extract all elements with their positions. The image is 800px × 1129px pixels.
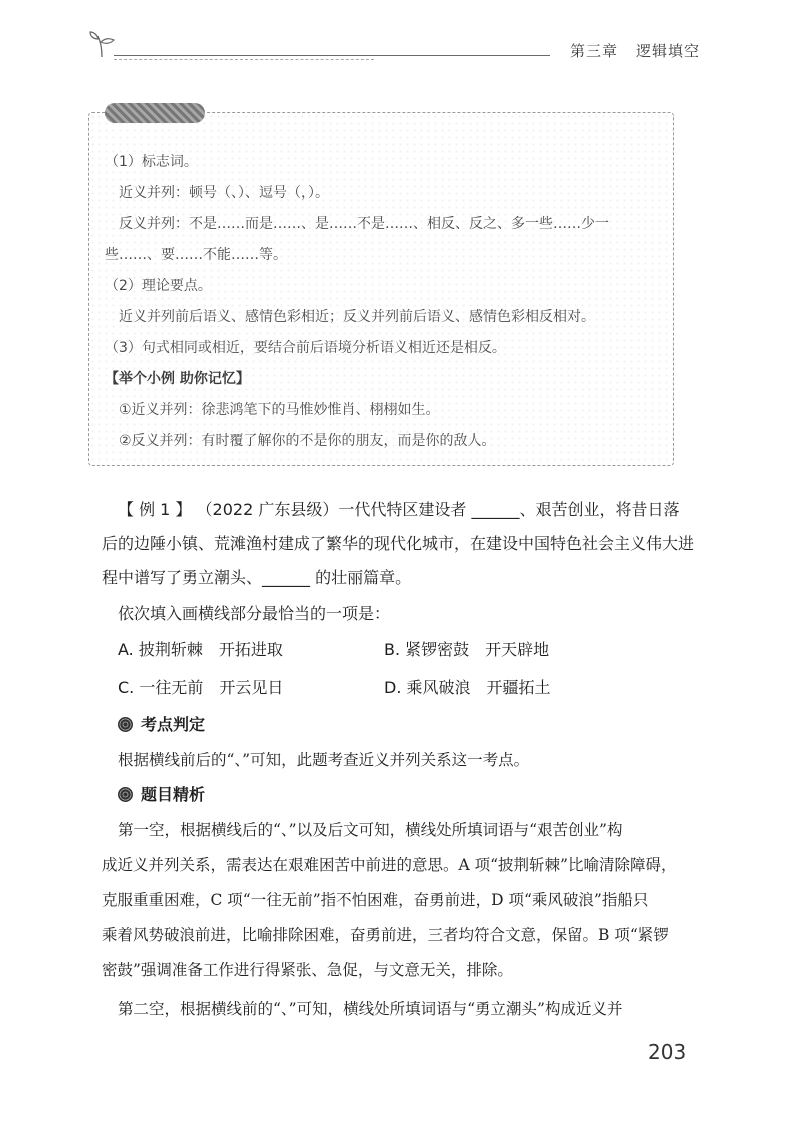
option-d: D. 乘风破浪 开疆拓土 xyxy=(384,678,551,697)
example-line: 程中谱写了勇立潮头、______ 的壮丽篇章。 xyxy=(102,568,412,587)
tip-box xyxy=(88,112,674,466)
header-rule xyxy=(114,55,550,56)
section-title: 逻辑填空 xyxy=(635,42,700,60)
option-c: C. 一往无前 开云见日 xyxy=(118,678,284,697)
section-bullet-icon xyxy=(118,717,133,732)
page-header xyxy=(88,28,700,68)
tip-line: （1）标志词。 xyxy=(105,154,198,170)
example-text: （2022 广东县级）一代代特区建设者 ______、艰苦创业，将昔日落 xyxy=(196,500,680,519)
kaodian-text: 根据横线前后的“、”可知，此题考查近义并列关系这一考点。 xyxy=(118,751,530,769)
analysis-line: 克服重重困难，C 项“一往无前”指不怕困难，奋勇前进，D 项“乘风破浪”指船只 xyxy=(102,891,649,909)
tip-example-heading: 【举个小例 助你记忆】 xyxy=(105,371,250,387)
main-content xyxy=(102,493,695,1027)
analysis-line: 第一空，根据横线后的“、”以及后文可知，横线处所填词语与“艰苦创业”构 xyxy=(118,821,623,839)
analysis-line: 密鼓”强调准备工作进行得紧张、急促，与文意无关，排除。 xyxy=(102,961,513,979)
tip-line: （2）理论要点。 xyxy=(105,278,212,294)
example-line: 后的边陲小镇、荒滩渔村建成了繁华的现代化城市，在建设中国特色社会主义伟大进 xyxy=(102,534,695,553)
analysis-heading xyxy=(102,777,688,813)
tip-line: 些……、要……不能……等。 xyxy=(105,247,287,263)
sprout-icon xyxy=(88,30,118,58)
chapter-title xyxy=(570,40,700,61)
tip-line: 近义并列前后语义、感情色彩相近；反义并列前后语义、感情色彩相反相对。 xyxy=(119,309,595,325)
option-b: B. 紧锣密鼓 开天辟地 xyxy=(384,640,550,659)
tip-line: ②反义并列：有时覆了解你的不是你的朋友，而是你的敌人。 xyxy=(119,433,496,449)
kaodian-heading xyxy=(102,707,688,743)
example-line xyxy=(118,493,688,527)
header-dash xyxy=(114,59,374,60)
tip-tag-badge xyxy=(105,103,205,123)
kaodian-title: 考点判定 xyxy=(141,715,206,734)
question-text: 依次填入画横线部分最恰当的一项是： xyxy=(118,604,391,623)
section-bullet-icon xyxy=(118,787,133,802)
analysis-title: 题目精析 xyxy=(141,785,206,804)
analysis-line: 第二空，根据横线前的“、”可知，横线处所填词语与“勇立潮头”构成近义并 xyxy=(118,1000,623,1018)
analysis-line: 乘着风势破浪前进，比喻排除困难，奋勇前进，三者均符合文意，保留。B 项“紧锣 xyxy=(102,926,669,944)
tip-line: ①近义并列：徐悲鸿笔下的马惟妙惟肖、栩栩如生。 xyxy=(119,402,440,418)
option-a: A. 披荆斩棘 开拓进取 xyxy=(118,640,283,659)
tip-line: 反义并列：不是……而是……、是……不是……、相反、反之、多一些……少一 xyxy=(119,216,609,232)
analysis-line: 成近义并列关系，需表达在艰难困苦中前进的意思。A 项“披荆斩棘”比喻清除障碍， xyxy=(102,856,677,874)
chapter-number: 第三章 xyxy=(569,42,618,60)
options-list xyxy=(102,631,658,707)
tip-line: （3）句式相同或相近，要结合前后语境分析语义相近还是相反。 xyxy=(105,340,506,356)
tip-line: 近义并列：顿号（、）、逗号（，）。 xyxy=(119,185,329,201)
page-number: 203 xyxy=(648,1040,687,1064)
example-label: 【 例 1 】 xyxy=(118,500,192,519)
